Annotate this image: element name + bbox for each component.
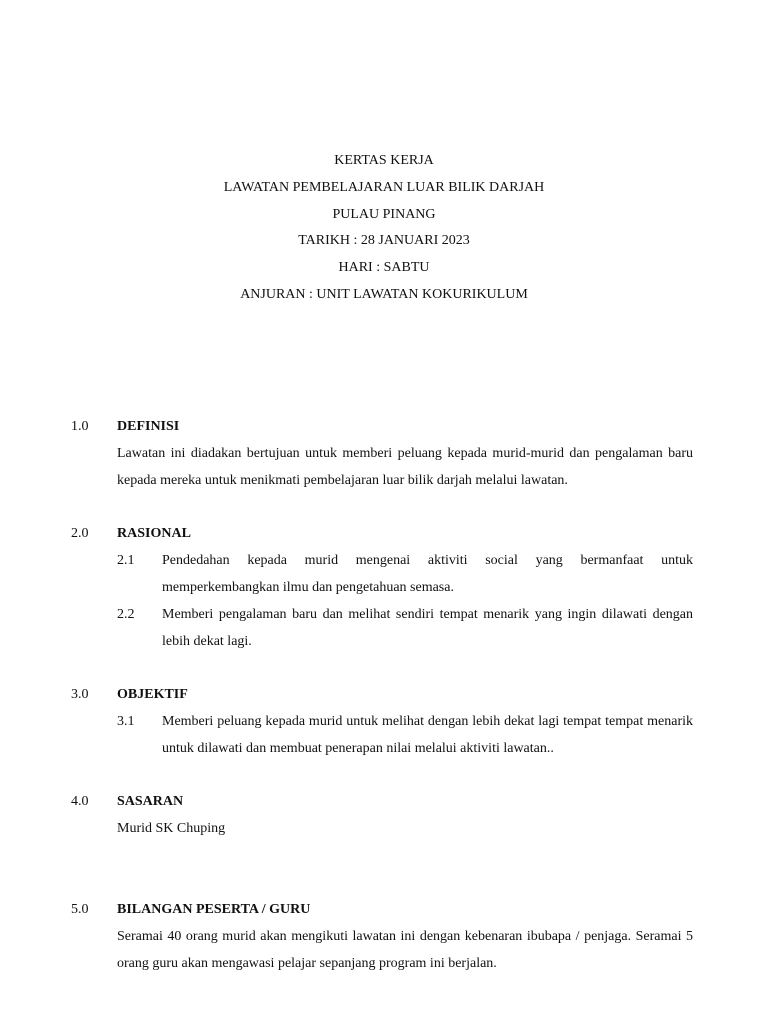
section-heading <box>0 520 768 547</box>
section-heading <box>0 413 768 440</box>
section-bilangan-peserta <box>0 896 768 977</box>
item-text: Memberi peluang kepada murid untuk melihat dengan lebih dekat lagi tempat tempat menarik untuk dilawati dan membuat penerapan nilai melalui aktiviti lawatan.. <box>162 714 693 756</box>
section-title: BILANGAN PESERTA / GURU <box>117 902 311 917</box>
section-title: OBJEKTIF <box>117 687 188 702</box>
list-item <box>117 547 693 601</box>
header-location: PULAU PINANG <box>332 206 436 222</box>
item-number: 2.1 <box>117 553 135 568</box>
item-text: Memberi pengalaman baru dan melihat sendiri tempat menarik yang ingin dilawati dengan lebih dekat lagi. <box>162 607 693 649</box>
section-title: RASIONAL <box>117 526 191 541</box>
header-title: KERTAS KERJA <box>334 153 434 168</box>
section-sasaran <box>0 788 768 842</box>
section-heading <box>0 788 768 815</box>
section-number: 5.0 <box>71 902 89 917</box>
header-subtitle: LAWATAN PEMBELAJARAN LUAR BILIK DARJAH <box>223 179 545 195</box>
section-definisi <box>0 413 768 494</box>
section-number: 4.0 <box>71 794 89 809</box>
item-number: 2.2 <box>117 607 135 622</box>
section-title: DEFINISI <box>117 419 180 434</box>
section-title: SASARAN <box>117 794 184 809</box>
section-number: 1.0 <box>71 419 89 434</box>
section-objektif <box>0 681 768 762</box>
section-number: 3.0 <box>71 687 89 702</box>
header-day: HARI : SABTU <box>338 260 430 276</box>
section-heading <box>0 896 768 923</box>
section-paragraph: Seramai 40 orang murid akan mengikuti lawatan ini dengan kebenaran ibubapa / penjaga. Seramai 5 orang guru akan mengawasi pelajar sepanjang program ini berjalan. <box>117 929 693 971</box>
header-date: TARIKH : 28 JANUARI 2023 <box>298 233 470 249</box>
list-item <box>117 601 693 655</box>
section-rasional <box>0 520 768 655</box>
item-text: Pendedahan kepada murid mengenai aktiviti social yang bermanfaat untuk memperkembangkan ilmu dan pengetahuan semasa. <box>162 553 693 595</box>
list-item <box>117 708 693 762</box>
section-paragraph: Murid SK Chuping <box>117 821 226 836</box>
document-header <box>0 148 768 309</box>
item-number: 3.1 <box>117 714 135 729</box>
header-organizer: ANJURAN : UNIT LAWATAN KOKURIKULUM <box>240 286 528 302</box>
section-paragraph: Lawatan ini diadakan bertujuan untuk memberi peluang kepada murid-murid dan pengalaman baru kepada mereka untuk menikmati pembelajaran luar bilik darjah melalui lawatan. <box>117 446 693 488</box>
section-number: 2.0 <box>71 526 89 541</box>
section-heading <box>0 681 768 708</box>
